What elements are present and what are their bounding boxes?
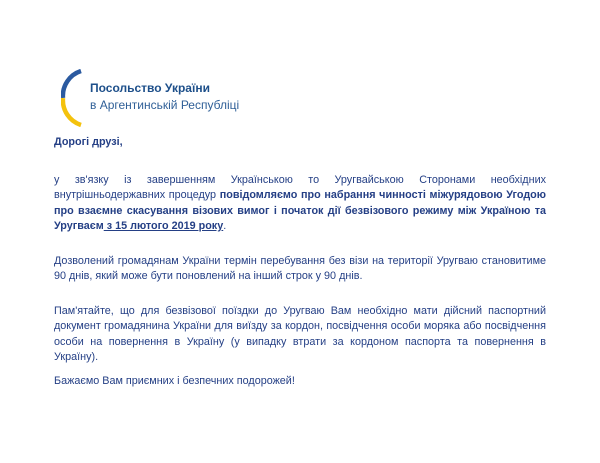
paragraph-announcement	[54, 173, 546, 235]
paragraph-stay-term: Дозволений громадянам України термін перебування без візи на території Уругваю становитиме 90 днів, який може бути поновлений на інший строк у 90 днів.	[54, 254, 546, 282]
embassy-name: Посольство України	[90, 81, 210, 95]
letter-body	[54, 135, 546, 389]
embassy-emblem-icon	[61, 69, 85, 127]
announcement-date: з 15 лютого 2019 року	[103, 220, 224, 232]
announcement-bold: повідомляємо про набрання чинності міжурядовою Угодою про взаємне скасування візових вимог і початок дії безвізового режиму між Україною та Уругваєм	[54, 189, 546, 232]
announcement-intro: у зв'язку із завершенням Українською то Уругвайською Сторонами необхідних внутрішньодержавних процедур	[54, 173, 546, 201]
paragraph-reminder: Пам'ятайте, що для безвізової поїздки до Уругваю Вам необхідно мати дійсний паспортний документ громадянина України для виїзду за кордон, посвідчення особи моряка або посвідчення особи на повернення в Україну (у випадку втрати за кордоном паспорта та повернення в Україну).	[54, 304, 546, 363]
embassy-location: в Аргентинській Республіці	[90, 98, 240, 112]
embassy-logo	[61, 69, 281, 129]
closing-wish: Бажаємо Вам приємних і безпечних подорожей!	[54, 374, 295, 387]
announcement-end: .	[223, 220, 227, 232]
greeting: Дорогі друзі,	[54, 136, 123, 148]
